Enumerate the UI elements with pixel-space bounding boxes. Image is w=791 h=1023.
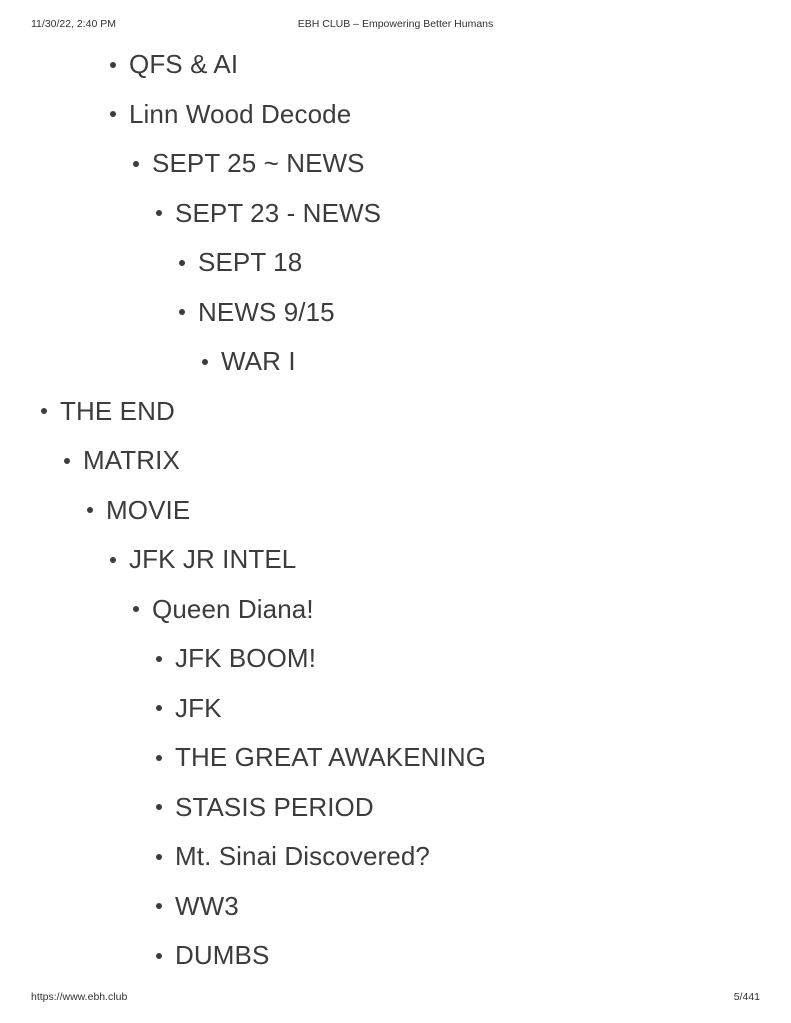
- bullet-icon: [179, 309, 185, 315]
- outline-list: [0, 40, 791, 981]
- outline-item-label: JFK BOOM!: [175, 643, 317, 673]
- outline-item-label: JFK: [175, 692, 222, 723]
- outline-item-label: JFK JR INTEL: [129, 544, 297, 574]
- outline-item[interactable]: [0, 90, 791, 140]
- outline-item-label: NEWS 9/15: [198, 296, 335, 327]
- bullet-icon: [156, 210, 162, 216]
- header-timestamp: 11/30/22, 2:40 PM: [31, 18, 117, 30]
- page-footer: [0, 991, 791, 1005]
- outline-item-label: QFS & AI: [129, 49, 239, 79]
- outline-item-label: MOVIE: [106, 494, 191, 525]
- outline-item[interactable]: [0, 931, 791, 981]
- outline-item[interactable]: [0, 882, 791, 932]
- outline-item-label: DUMBS: [175, 940, 270, 970]
- bullet-icon: [156, 705, 162, 711]
- outline-item-label: SEPT 25 ~ NEWS: [152, 148, 365, 178]
- outline-item[interactable]: [0, 40, 791, 90]
- outline-item[interactable]: [0, 387, 791, 437]
- bullet-icon: [41, 408, 47, 414]
- bullet-icon: [156, 804, 162, 810]
- outline-item-label: Linn Wood Decode: [129, 98, 352, 129]
- bullet-icon: [156, 656, 162, 662]
- bullet-icon: [64, 458, 70, 464]
- outline-item[interactable]: [0, 733, 791, 783]
- bullet-icon: [110, 62, 116, 68]
- outline-item-label: Queen Diana!: [152, 593, 314, 624]
- bullet-icon: [133, 606, 139, 612]
- bullet-icon: [156, 903, 162, 909]
- outline-item[interactable]: [0, 684, 791, 734]
- outline-item[interactable]: [0, 486, 791, 536]
- outline-item[interactable]: [0, 535, 791, 585]
- outline-item-label: WW3: [175, 890, 239, 921]
- outline-item-label: SEPT 23 - NEWS: [175, 197, 382, 228]
- footer-page-number: 5/441: [733, 991, 760, 1003]
- outline-item[interactable]: [0, 139, 791, 189]
- bullet-icon: [179, 260, 185, 266]
- outline-item[interactable]: [0, 436, 791, 486]
- outline-item[interactable]: [0, 585, 791, 635]
- page-header: [0, 18, 791, 32]
- outline-item[interactable]: [0, 634, 791, 684]
- outline-item[interactable]: [0, 189, 791, 239]
- outline-item[interactable]: [0, 337, 791, 387]
- outline-item-label: THE GREAT AWAKENING: [175, 742, 487, 772]
- outline-item[interactable]: [0, 238, 791, 288]
- outline-item[interactable]: [0, 832, 791, 882]
- bullet-icon: [87, 507, 93, 513]
- bullet-icon: [110, 557, 116, 563]
- outline-item-label: SEPT 18: [198, 247, 303, 277]
- bullet-icon: [133, 161, 139, 167]
- outline-item[interactable]: [0, 288, 791, 338]
- bullet-icon: [156, 755, 162, 761]
- footer-url[interactable]: https://www.ebh.club: [31, 991, 128, 1003]
- outline-item[interactable]: [0, 783, 791, 833]
- outline-item-label: MATRIX: [83, 445, 180, 475]
- outline-item-label: THE END: [60, 395, 175, 426]
- bullet-icon: [156, 854, 162, 860]
- header-site-title: EBH CLUB – Empowering Better Humans: [297, 18, 494, 30]
- bullet-icon: [110, 111, 116, 117]
- bullet-icon: [202, 359, 208, 365]
- outline-item-label: Mt. Sinai Discovered?: [175, 841, 430, 871]
- outline-item-label: WAR I: [221, 346, 296, 376]
- bullet-icon: [156, 953, 162, 959]
- outline-item-label: STASIS PERIOD: [175, 791, 374, 822]
